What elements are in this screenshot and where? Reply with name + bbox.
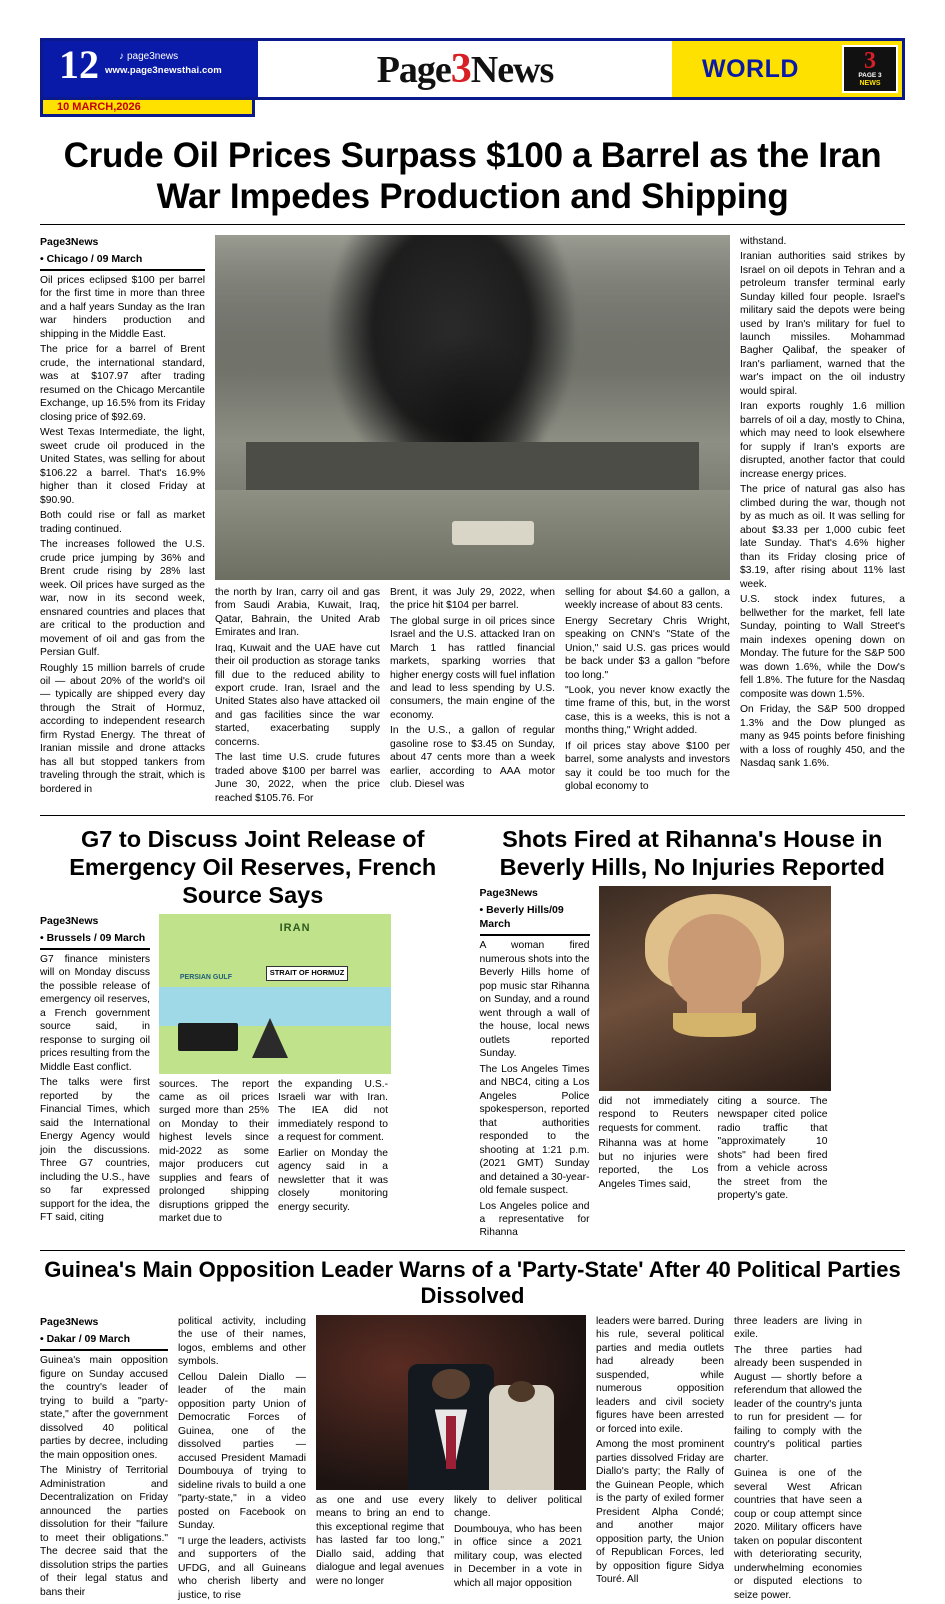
paragraph: Rihanna was at home but no injuries were reported, the Los Angeles Times said,	[598, 1138, 709, 1190]
newspaper-page	[0, 38, 945, 1601]
paragraph: The price of natural gas also has climbed during the war, though not by as much as oil. It was selling for about $3.33 per 1,000 cubic feet late Sunday. That's 4.6% higher than its Friday closing price of $3.19, after rising about 11% last week.	[740, 484, 905, 590]
date-bar	[40, 100, 255, 117]
lead-story-grid	[40, 235, 905, 808]
masthead	[40, 38, 905, 100]
guinea-byline-dateline: • Dakar / 09 March	[40, 1333, 131, 1346]
paragraph: the north by Iran, carry oil and gas from Saudi Arabia, Kuwait, Iraq, Qatar, Bahrain, the United Arab Emirates and Iran.	[215, 586, 380, 639]
guinea-photo-opposition-leader	[316, 1315, 586, 1490]
lead-col-1	[40, 235, 205, 808]
logo-page-label: PAGE 3	[858, 72, 882, 80]
map-oil-barrels-icon	[178, 1023, 238, 1051]
g7-grid	[40, 914, 466, 1228]
guinea-photo-column	[316, 1315, 586, 1604]
paragraph: U.S. stock index futures, a bellwether for the market, fell late Sunday, pointing to Wall Street's main indexes opening down on Monday. The future for the S&P 500 was down 1.6%, while the Dow's fell 1.8%. The future for the Nasdaq composite was down 1.5%.	[740, 594, 905, 700]
paragraph: Iraq, Kuwait and the UAE have cut their oil production as storage tanks fill due to the reduced ability to export crude. Iran, Israel and the United States also have attacked oil and gas facilities since the war started, exacerbating supply concerns.	[215, 642, 380, 748]
paragraph: Earlier on Monday the agency said in a newsletter that it was closely monitoring energy security.	[278, 1147, 388, 1213]
paragraph: sources. The report came as oil prices surged more than 25% on Monday to their highest levels since mid-2022 as some major producers cut supplies and fears of prolonged shipping disruptions gripped the market due to	[159, 1078, 269, 1225]
paragraph: likely to deliver political change.	[454, 1494, 582, 1520]
logo-number: 3	[864, 47, 876, 74]
paragraph: withstand.	[740, 235, 787, 247]
photo-subject-tie	[446, 1416, 457, 1469]
g7-col3-text	[278, 1078, 388, 1228]
note-icon: ♪	[119, 51, 124, 62]
masthead-title-red: 3	[450, 46, 471, 92]
photo-building	[246, 442, 699, 497]
g7-lower-columns	[159, 1078, 391, 1228]
rihanna-byline-source: Page3News	[479, 886, 538, 899]
map-oil-rig-icon	[252, 1018, 288, 1058]
paragraph: The talks were first reported by the Financial Times, which said the International Energy Agency would join the discussions. Three G7 countries, including the U.S., have so far expressed support for the idea, the FT said, citing	[40, 1077, 150, 1224]
paragraph: Among the most prominent parties dissolved Friday are Diallo's party; the Rally of the Guinean People, which is the party of exiled former President Alpha Condé; and another major opposition party, the Union of Republican Forces, led by opposition figure Sidya Touré. All	[596, 1439, 724, 1586]
page3-logo	[842, 45, 898, 93]
section-divider	[40, 815, 905, 816]
photo-burned-car	[452, 521, 534, 545]
byline-dateline: • Chicago / 09 March	[40, 252, 143, 265]
paragraph: "Look, you never know exactly the time frame of this, but, in the worst case, this is a weeks, this is not a months thing," Wright added.	[565, 684, 730, 737]
guinea-grid	[40, 1315, 905, 1604]
photo-subject-head	[432, 1369, 470, 1399]
story-rihanna	[480, 822, 906, 1242]
g7-headline: G7 to Discuss Joint Release of Emergency Oil Reserves, French Source Says	[69, 826, 437, 908]
paragraph: Doumbouya, who has been in office since a 2021 military coup, was elected in December in a vote in which all major opposition	[454, 1523, 582, 1589]
paragraph: A woman fired numerous shots into the Beverly Hills home of pop music star Rihanna on Sunday, and a round went through a wall of the house, local news outlets reported Sunday.	[479, 940, 590, 1060]
guinea-lower-columns	[316, 1494, 586, 1592]
secondary-stories	[40, 822, 905, 1242]
paragraph: West Texas Intermediate, the light, sweet crude oil produced in the United States, was selling for about $106.22 a barrel. That's 16.9% higher than it closed Friday at $90.90.	[40, 427, 205, 506]
story-guinea	[40, 1257, 905, 1604]
rihanna-col1-text	[480, 939, 590, 1240]
paragraph: as one and use every means to bring an end to this exceptional regime that has lasted far too long," Diallo said, adding that dialogue and legal avenues were no longer	[316, 1494, 444, 1587]
rihanna-grid	[480, 886, 906, 1242]
paragraph: "I urge the leaders, activists and supporters of the UFDG, and all Guineans who cherish liberty and justice, to rise	[178, 1535, 306, 1601]
issue-date: 10 MARCH,2026	[57, 101, 141, 113]
g7-byline-source: Page3News	[40, 914, 99, 927]
masthead-title-part1: Page	[376, 49, 451, 91]
paragraph: political activity, including the use of their names, logos, emblems and other symbols.	[178, 1315, 306, 1368]
g7-col-1	[40, 914, 150, 1228]
rihanna-col2-text	[599, 1095, 709, 1205]
masthead-website[interactable]: www.page3newsthai.com	[105, 65, 222, 76]
guinea-col3-text	[316, 1494, 444, 1592]
story-g7	[40, 822, 466, 1242]
lead-under-photo-columns	[215, 586, 730, 808]
g7-photo-column	[159, 914, 391, 1228]
paragraph: Guinea's main opposition figure on Sunday accused the country's leader of trying to build a "party-state," after the government dissolved 40 political parties by decree, including the main opposition ones.	[40, 1355, 168, 1461]
map-label-iran: IRAN	[279, 921, 311, 934]
paragraph: citing a source. The newspaper cited police radio traffic that "approximately 10 shots" had been fired from a vehicle across the street from the property's gate.	[717, 1095, 828, 1202]
portrait-necklace	[673, 1013, 757, 1038]
guinea-col4-text	[454, 1494, 582, 1592]
masthead-brand-label: page3news	[127, 51, 179, 62]
lead-photo-oil-facility-fire	[215, 235, 730, 580]
guinea-col5-text	[596, 1315, 724, 1604]
paragraph: The Ministry of Territorial Administration and Decentralization on Friday announced the parties dissolution for their "failure to meet their obligations." The decree said that the dissolution strips the parties of their legal status and bans their	[40, 1465, 168, 1598]
guinea-col1-text	[40, 1354, 168, 1599]
paragraph: The three parties had already been suspended in August — shortly before a referendum that allowed the leader of the country's junta to run for president — for failing to comply with the country's political parties charter.	[734, 1344, 862, 1464]
lead-photo-and-text	[215, 235, 730, 808]
paragraph: Both could rise or fall as market trading continued.	[40, 510, 205, 535]
lead-col1-text	[40, 274, 205, 796]
guinea-col2-text	[178, 1315, 306, 1604]
paragraph: leaders were barred. During his rule, several political parties and media outlets had already been suspended, while numerous opposition leaders and civil society figures have been arrested or forced into exile.	[596, 1315, 724, 1435]
lead-col3-text	[390, 586, 555, 808]
lead-headline: Crude Oil Prices Surpass $100 a Barrel as the Iran War Impedes Production and Shipping	[63, 136, 882, 217]
masthead-center	[258, 41, 672, 97]
guinea-col-1	[40, 1315, 168, 1604]
map-label-persian-gulf: PERSIAN GULF	[179, 974, 232, 982]
paragraph: Roughly 15 million barrels of crude oil — about 20% of the world's oil — typically are shipped every day through the Strait of Hormuz, according to independent research firm Rystad Energy. The threat of Iranian missile and drone attacks has all but stopped tankers from traveling through the strait, which is bordered in	[40, 662, 205, 795]
rihanna-byline-rule	[480, 934, 590, 936]
masthead-right	[672, 41, 902, 97]
rihanna-lower-columns	[599, 1095, 831, 1205]
paragraph: The last time U.S. crude futures traded above $100 per barrel was June 30, 2022, when the price reached $105.76. For	[215, 752, 380, 804]
paragraph: The global surge in oil prices since Israel and the U.S. attacked Iran on March 1 has rattled financial markets, sparking worries that higher energy costs will fuel inflation and lead to less spending by U.S. consumers, the main engine of the economy.	[390, 615, 555, 721]
paragraph: selling for about $4.60 a gallon, a weekly increase of about 83 cents.	[565, 586, 730, 612]
rihanna-photo-column	[599, 886, 831, 1242]
masthead-title-part2: News	[470, 49, 554, 91]
map-label-strait-of-hormuz: STRAIT OF HORMUZ	[266, 966, 349, 980]
rihanna-col3-text	[718, 1095, 828, 1205]
paragraph: the expanding U.S.-Israeli war with Iran. The IEA did not immediately respond to a request for comment.	[278, 1078, 388, 1144]
paragraph: Iranian authorities said strikes by Israel on oil depots in Tehran and a petroleum transfer terminal early Sunday killed four people. Israel's military said the depots were being used by Iran's military for fuel to launch missiles. Mohammad Bagher Qalibaf, the speaker of Iran's parliament, warned that the war's impact on the oil industry would spiral.	[740, 251, 905, 397]
headline-rule	[40, 224, 905, 225]
paragraph: Los Angeles police and a representative for Rihanna	[479, 1200, 590, 1239]
paragraph: Energy Secretary Chris Wright, speaking on CNN's "State of the Union," said U.S. gas prices would be back under $3 a gallon "before too long."	[565, 615, 730, 681]
masthead-title	[377, 45, 554, 93]
rihanna-headline: Shots Fired at Rihanna's House in Beverly Hills, No Injuries Reported	[499, 826, 885, 881]
paragraph: In the U.S., a gallon of regular gasoline rose to $3.45 on Sunday, about 47 cents more than a week earlier, according to AAA motor club. Diesel was	[390, 725, 555, 791]
paragraph: Oil prices eclipsed $100 per barrel for the first time in more than three and a half years Sunday as the Iran war hinders production and shipping in the Middle East.	[40, 274, 205, 340]
guinea-headline: Guinea's Main Opposition Leader Warns of a 'Party-State' After 40 Political Parties Dissolved	[44, 1256, 901, 1308]
byline-rule	[40, 269, 205, 271]
paragraph: three leaders are living in exile.	[734, 1315, 862, 1341]
paragraph: G7 finance ministers will on Monday discuss the possible release of emergency oil reserves, a French government source said, in response to surging oil prices resulting from the Middle East conflict.	[40, 953, 150, 1073]
guinea-byline-rule	[40, 1349, 168, 1351]
g7-byline-dateline: • Brussels / 09 March	[40, 931, 146, 944]
guinea-byline-source: Page3News	[40, 1315, 99, 1328]
paragraph: did not immediately respond to Reuters requests for comment.	[598, 1095, 709, 1134]
paragraph: The increases followed the U.S. crude price jumping by 36% and Brent crude rising by 28% last week. Oil prices have surged as the war, now in its second week, ensnared countries and places that are critical to the production and movement of oil and gas from the Persian Gulf.	[40, 539, 205, 659]
g7-col2-text	[159, 1078, 269, 1228]
logo-news-label: NEWS	[859, 79, 881, 87]
section-label: WORLD	[702, 54, 799, 83]
g7-byline-rule	[40, 948, 150, 950]
rihanna-col-1	[480, 886, 590, 1242]
section-divider-2	[40, 1250, 905, 1251]
paragraph: Iran exports roughly 1.6 million barrels of oil a day, mostly to China, which may need to look elsewhere for supply if Iran's exports are disrupted, another factor that could increase energy prices.	[740, 401, 905, 480]
paragraph: Brent, it was July 29, 2022, when the price hit $104 per barrel.	[390, 586, 555, 612]
masthead-left	[43, 41, 258, 97]
lead-col2-text	[215, 586, 380, 808]
byline-source: Page3News	[40, 235, 99, 248]
paragraph: Guinea is one of the several West African countries that have seen a coup or coup attempt since 2020. Military officers have taken on popular discontent with deteriorating security, underwhelming economies or disputed elections to seize power.	[734, 1468, 862, 1601]
paragraph: The Los Angeles Times and NBC4, citing a Los Angeles Police spokesperson, reported that authorities responded to the shooting at 1:21 p.m. (2021 GMT) Sunday and detained a 30-year-old female suspect.	[479, 1063, 590, 1197]
paragraph: The price for a barrel of Brent crude, the international standard, was at $107.97 after trading resumed on the Chicago Mercantile Exchange, up 16.5% from its Friday closing price of $92.69.	[40, 344, 205, 423]
paragraph: On Friday, the S&P 500 dropped 1.3% and the Dow plunged as many as 945 points before finishing with a loss of roughly 450, and the Nasdaq sank 1.6%.	[740, 704, 905, 769]
g7-photo-map-strait-of-hormuz	[159, 914, 391, 1074]
masthead-brand-small	[119, 51, 178, 62]
page-number: 12	[59, 42, 99, 87]
paragraph: If oil prices stay above $100 per barrel, some analysts and investors say it could be too much for the global economy to	[565, 740, 730, 793]
lead-col5-text	[740, 235, 905, 808]
rihanna-byline-dateline: • Beverly Hills/09 March	[479, 903, 564, 931]
guinea-col6-text	[734, 1315, 862, 1604]
paragraph: Cellou Dalein Diallo — leader of the main opposition party Union of Democratic Forces of Guinea, one of the dissolved parties — accused President Mamadi Doumbouya of trying to sideline rivals to build a one "party-state," in a video posted on Facebook on Sunday.	[178, 1371, 306, 1532]
rihanna-photo-portrait	[599, 886, 831, 1091]
lead-col4-text	[565, 586, 730, 808]
g7-col1-text	[40, 953, 150, 1225]
